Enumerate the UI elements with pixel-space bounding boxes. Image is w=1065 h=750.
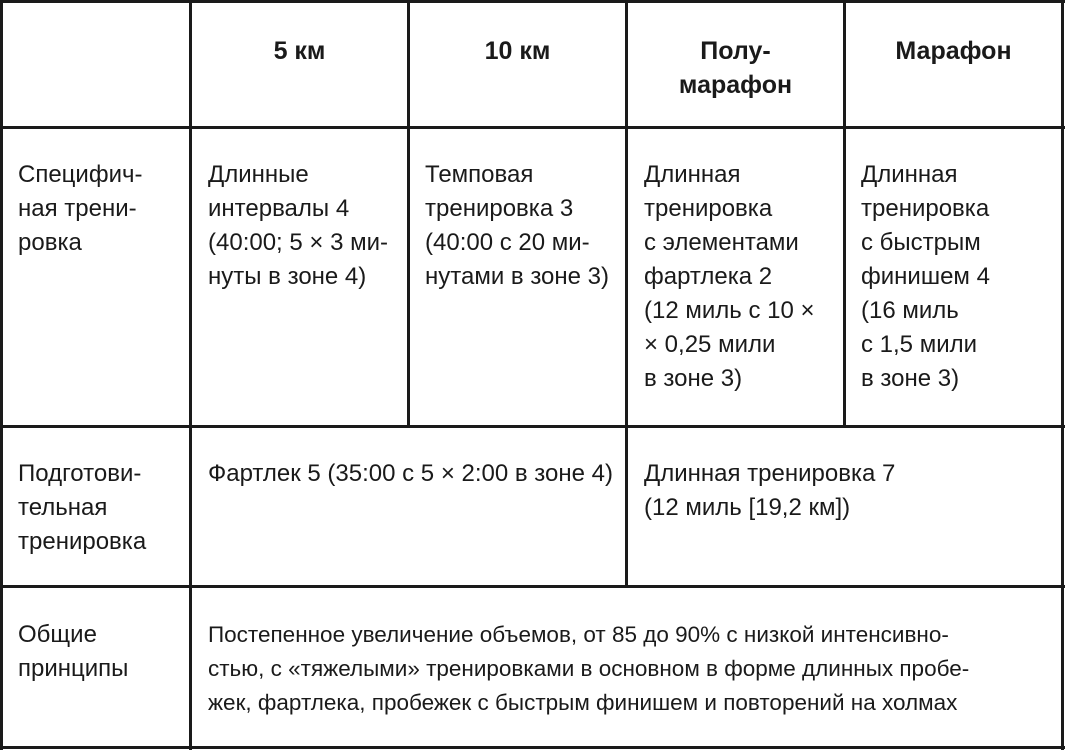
cell-preparatory-short: Фартлек 5 (35:00 с 5 × 2:00 в зоне 4) bbox=[208, 460, 613, 487]
row-divider-1 bbox=[0, 126, 1065, 129]
header-half-marathon: Полу- марафон bbox=[678, 37, 793, 99]
cell-specific-half-marathon: Длинная тренировка с элементами фартлека 2 (12 миль с 10 × × 0,25 мили в зоне 3) bbox=[644, 161, 815, 392]
table-border-top bbox=[0, 0, 1065, 3]
row-divider-3 bbox=[0, 585, 1065, 588]
header-5k: 5 км bbox=[273, 37, 326, 65]
row-label-general: Общие принципы bbox=[18, 621, 129, 682]
header-10k: 10 км bbox=[484, 37, 551, 65]
col-divider-1 bbox=[189, 0, 192, 750]
row-label-specific: Специфич- ная трени- ровка bbox=[18, 161, 143, 256]
table-border-bottom bbox=[0, 746, 1065, 749]
row-divider-2 bbox=[0, 425, 1065, 428]
row-label-preparatory: Подготови- тельная тренировка bbox=[18, 460, 147, 555]
table-border-left bbox=[0, 0, 3, 750]
cell-preparatory-long: Длинная тренировка 7 (12 миль [19,2 км]) bbox=[644, 460, 896, 521]
cell-specific-5k: Длинные интервалы 4 (40:00; 5 × 3 ми- нуты в зоне 4) bbox=[208, 161, 388, 290]
table-border-right bbox=[1061, 0, 1064, 750]
cell-specific-marathon: Длинная тренировка с быстрым финишем 4 (16 миль с 1,5 мили в зоне 3) bbox=[861, 161, 990, 392]
cell-general-text: Постепенное увеличение объемов, от 85 до 90% с низкой интенсивно- стью, с «тяжелыми» тренировками в основном в форме длинных пробе- жек, фартлека, пробежек с быстрым финишем и повторений на холмах bbox=[208, 622, 970, 715]
cell-specific-10k: Темповая тренировка 3 (40:00 с 20 ми- нутами в зоне 3) bbox=[425, 161, 610, 290]
header-marathon: Марафон bbox=[895, 37, 1012, 65]
